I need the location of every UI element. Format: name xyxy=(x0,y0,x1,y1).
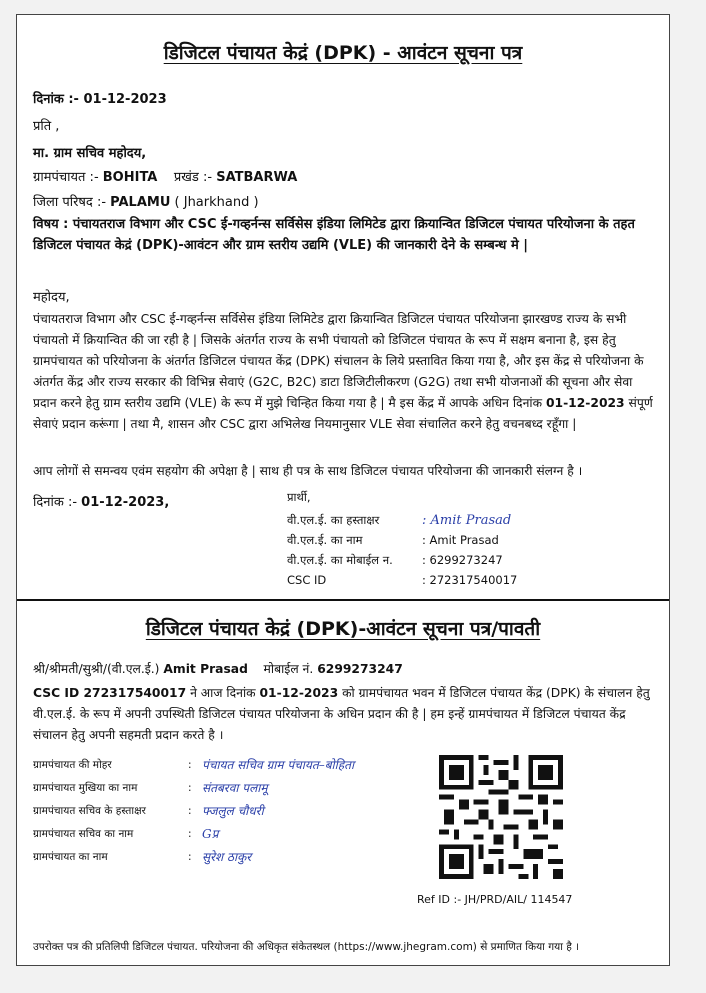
document-page xyxy=(16,14,670,966)
section-divider xyxy=(17,599,669,601)
letter-body: पंचायतराज विभाग और CSC ई-गव्हर्नन्स सर्विसेस इंडिया लिमिटेड द्वारा क्रियान्वित डिजिटल पंचायत परियोजना झारखण्ड राज्य के सभी पंचायतो में क्रियान्वित की जा रही है | जिसके अंतर्गत राज्य के सभी पंचायतो को डिजिटल पंचायत के रूप में सक्षम बनाना है, इस हेतु ग्रामपंचायत को परियोजना के अंतर्गत डिजिटल पंचायत केंद्र (DPK) संचालन के लिये प्रस्तावित किया गया है, और इस केंद्र से परियोजना के अंतर्गत केंद्र और राज्य सरकार की विभिन्न सेवाएं (G2C, B2C) डाटा डिजिटीलीकरण (G2G) तथा सभी योजनाओं की सूचना और सेवा प्रदान करने हेतु ग्राम स्तरीय उद्यमि (VLE) के रूप में मुझे चिन्हित किया गया है | मै इस केंद्र में आपके अधिन दिनांक 01-12-2023 संपूर्ण सेवाएं प्रदान करूंगा | तथा मै, शासन और CSC द्वारा अभिलेख नियमानुसार VLE सेवा संचालित करने हेतु वचनबध्द रहूँगा | xyxy=(33,312,653,431)
qr-code xyxy=(439,755,563,879)
vle-name-line: श्री/श्रीमती/सुश्री/(वी.एल.ई.) Amit Prasad मोबाईल नं. 6299273247 xyxy=(33,662,403,676)
gp-row: ग्रामपंचायत सचिव के हस्ताक्षर : फ्जलुल चौधरी xyxy=(33,804,264,818)
gram-panchayat-line: ग्रामपंचायत :- BOHITA प्रखंड :- SATBARWA xyxy=(33,170,298,185)
gram-panchayat-details xyxy=(33,753,363,868)
bottom-date: दिनांक :- 01-12-2023, xyxy=(33,495,170,510)
vle-row: CSC ID : 272317540017 xyxy=(287,573,518,587)
footer-note: उपरोक्त पत्र की प्रतिलिपी डिजिटल पंचायत. परियोजना की अधिकृत संकेतस्थल (https://www.jhegram.com) से प्रमाणित किया गया है । xyxy=(33,941,580,953)
receipt-body: CSC ID 272317540017 ने आज दिनांक 01-12-2023 को ग्रामपंचायत भवन में डिजिटल पंचायत केंद्र (DPK) के संचालन हेतु वी.एल.ई. के रूप में अपनी उपस्थिती डिजिटल पंचायत परियोजना के अधिन प्रदान की है | हम इन्हें ग्रामपंचायत में डिजिटल पंचायत केंद्र संचालन हेतु अपनी सहमती प्रदान करते है । xyxy=(33,686,650,742)
vle-row: वी.एल.ई. का नाम : Amit Prasad xyxy=(287,532,499,547)
subject-text: विषय : पंचायतराज विभाग और CSC ई-गव्हर्नन्स सर्विसेस इंडिया लिमिटेड द्वारा क्रियान्वित डिजिटल पंचायत परियोजना के तहत डिजिटल पंचायत केद्रं (DPK)-आवंटन और ग्राम स्तरीय उद्यमि (VLE) की जानकारी देने के सम्बन्ध मे | xyxy=(33,217,635,253)
gp-row: ग्रामपंचायत का नाम : सुरेश ठाकुर xyxy=(33,850,252,864)
prati-line: प्रति , xyxy=(33,119,60,134)
ref-id: Ref ID :- JH/PRD/AIL/ 114547 xyxy=(417,893,573,906)
district-line: जिला परिषद :- PALAMU ( Jharkhand ) xyxy=(33,195,259,210)
vle-signature: : Amit Prasad xyxy=(422,512,512,528)
closing-text: आप लोगों से समन्वय एवंम सहयोग की अपेक्षा है | साथ ही पत्र के साथ डिजिटल पंचायत परियोजना की जानकारी संलग्न है । xyxy=(33,464,583,478)
secretary-signature: फ्जलुल चौधरी xyxy=(202,804,264,818)
salutation: महोदय, xyxy=(33,290,70,305)
panchayat-stamp: पंचायत सचिव ग्राम पंचायत–बोहिता xyxy=(202,758,355,772)
addressee: मा. ग्राम सचिव महोदय, xyxy=(33,146,147,161)
gp-row: ग्रामपंचायत मुखिया का नाम : संतबरवा पलामू xyxy=(33,781,268,795)
receipt-title: डिजिटल पंचायत केद्रं (DPK)-आवंटन सूचना पत्र/पावती xyxy=(145,618,541,640)
gp-row: ग्रामपंचायत सचिव का नाम : Gप्र xyxy=(33,827,219,841)
vle-row: वी.एल.ई. का हस्ताक्षर : Amit Prasad xyxy=(287,512,512,528)
letter-title: डिजिटल पंचायत केद्रं (DPK) - आवंटन सूचना पत्र xyxy=(163,42,523,64)
gp-row: ग्रामपंचायत की मोहर : पंचायत सचिव ग्राम पंचायत–बोहिता xyxy=(33,758,355,772)
prarthi-label: प्रार्थी, xyxy=(287,490,311,504)
vle-row: वी.एल.ई. का मोबाईल न. : 6299273247 xyxy=(287,552,503,567)
vle-details xyxy=(287,510,517,590)
letter-date: दिनांक :- 01-12-2023 xyxy=(33,92,167,107)
